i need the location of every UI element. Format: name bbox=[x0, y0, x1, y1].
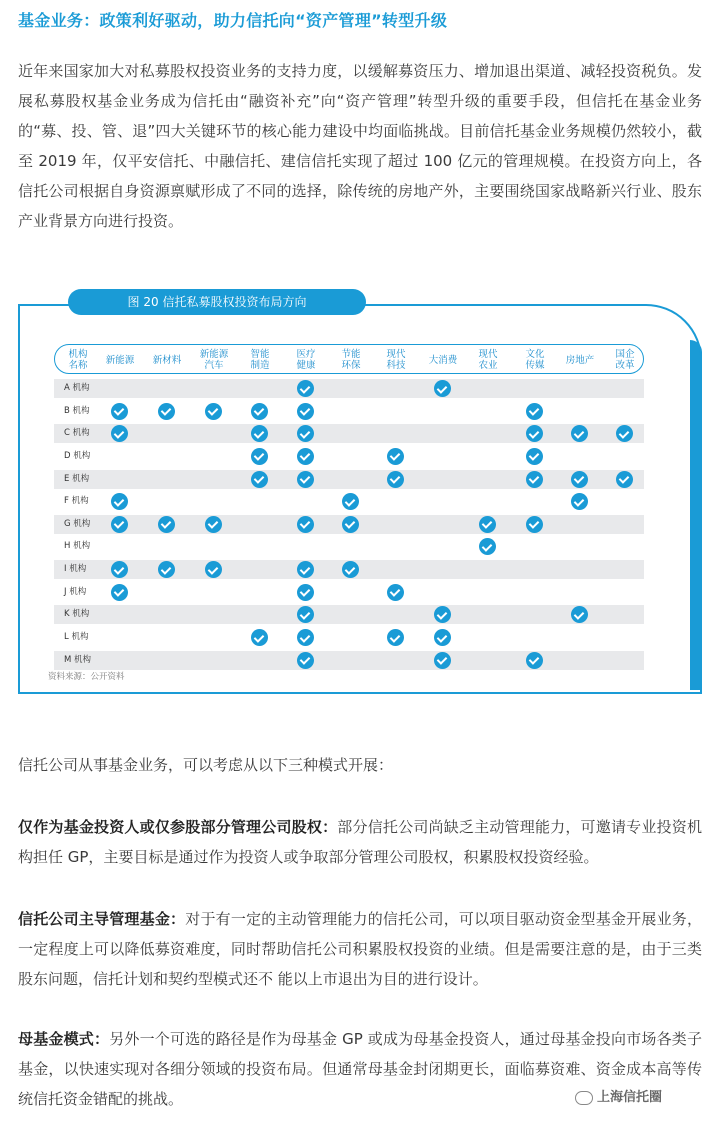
check-icon bbox=[387, 584, 404, 601]
column-header: 现代 科技 bbox=[386, 349, 406, 371]
check-icon bbox=[205, 403, 222, 420]
table-row bbox=[54, 651, 644, 670]
check-icon bbox=[297, 471, 314, 488]
check-icon bbox=[111, 493, 128, 510]
check-icon bbox=[526, 425, 543, 442]
check-icon bbox=[111, 561, 128, 578]
check-icon bbox=[526, 516, 543, 533]
check-icon bbox=[342, 516, 359, 533]
mode-3-title: 母基金模式： bbox=[18, 1030, 110, 1048]
check-icon bbox=[297, 403, 314, 420]
figure-title: 图 20 信托私募股权投资布局方向 bbox=[68, 289, 366, 315]
column-header: 新能源 bbox=[105, 354, 135, 366]
wechat-icon bbox=[575, 1091, 593, 1105]
mode-1-title: 仅作为基金投资人或仅参股部分管理公司股权： bbox=[18, 818, 338, 836]
table-row bbox=[54, 605, 644, 624]
table-row bbox=[54, 379, 644, 398]
table-body bbox=[54, 379, 644, 670]
check-icon bbox=[158, 403, 175, 420]
check-icon bbox=[571, 425, 588, 442]
check-icon bbox=[526, 471, 543, 488]
check-icon bbox=[251, 448, 268, 465]
check-icon bbox=[297, 584, 314, 601]
check-icon bbox=[342, 493, 359, 510]
column-header: 文化 传媒 bbox=[525, 349, 545, 371]
check-icon bbox=[158, 516, 175, 533]
check-icon bbox=[434, 606, 451, 623]
mode-1-body: 部分信托公司尚缺乏主动管理能力，可邀请专业投资机构担任 GP，主要目标是通过作为投资人或争取部分管理公司股权，积累股权投资经验。 bbox=[18, 818, 702, 866]
row-label: F 机构 bbox=[64, 496, 89, 507]
table-row bbox=[54, 402, 644, 421]
check-icon bbox=[342, 561, 359, 578]
column-header: 现代 农业 bbox=[478, 349, 498, 371]
check-icon bbox=[205, 516, 222, 533]
check-icon bbox=[297, 606, 314, 623]
column-header: 国企 改革 bbox=[615, 349, 635, 371]
check-icon bbox=[251, 629, 268, 646]
row-label: A 机构 bbox=[64, 383, 90, 393]
check-icon bbox=[251, 471, 268, 488]
check-icon bbox=[111, 425, 128, 442]
check-icon bbox=[297, 448, 314, 465]
check-icon bbox=[616, 471, 633, 488]
column-header: 新材料 bbox=[152, 354, 182, 366]
table-row bbox=[54, 560, 644, 579]
row-label: D 机构 bbox=[64, 450, 91, 461]
row-label: L 机构 bbox=[64, 632, 89, 643]
row-label: M 机构 bbox=[64, 654, 92, 665]
mode-2-paragraph bbox=[18, 904, 702, 994]
mode-1-paragraph bbox=[18, 812, 702, 872]
check-icon bbox=[251, 403, 268, 420]
table-row bbox=[54, 583, 644, 602]
check-icon bbox=[616, 425, 633, 442]
row-label: C 机构 bbox=[64, 428, 90, 439]
row-label: B 机构 bbox=[64, 405, 90, 416]
check-icon bbox=[434, 380, 451, 397]
table-row bbox=[54, 424, 644, 443]
column-header: 房地产 bbox=[565, 354, 595, 366]
row-label: K 机构 bbox=[64, 609, 90, 620]
investment-table bbox=[54, 344, 644, 673]
check-icon bbox=[205, 561, 222, 578]
mode-2-body: 对于有一定的主动管理能力的信托公司，可以项目驱动资金型基金开展业务，一定程度上可以降低募资难度，同时帮助信托公司积累股权投资的业绩。但是需要注意的是，由于三类股东问题，信托计划和契约型模式还不 能以上市退出为目的进行设计。 bbox=[18, 910, 702, 988]
figure-source: 资料来源：公开资料 bbox=[48, 672, 125, 682]
check-icon bbox=[434, 629, 451, 646]
check-icon bbox=[571, 493, 588, 510]
check-icon bbox=[297, 629, 314, 646]
check-icon bbox=[526, 448, 543, 465]
table-row bbox=[54, 628, 644, 647]
row-label: E 机构 bbox=[64, 473, 90, 484]
check-icon bbox=[571, 471, 588, 488]
check-icon bbox=[251, 425, 268, 442]
check-icon bbox=[526, 652, 543, 669]
check-icon bbox=[387, 471, 404, 488]
check-icon bbox=[158, 561, 175, 578]
check-icon bbox=[297, 516, 314, 533]
check-icon bbox=[479, 538, 496, 555]
check-icon bbox=[111, 403, 128, 420]
table-row bbox=[54, 537, 644, 556]
check-icon bbox=[479, 516, 496, 533]
check-icon bbox=[526, 403, 543, 420]
mode-3-body: 另外一个可选的路径是作为母基金 GP 或成为母基金投资人，通过母基金投向市场各类子基金，以快速实现对各细分领域的投资布局。但通常母基金封闭期更长，面临募资难、资金成本高等传统信托资金错配的挑战。 bbox=[18, 1030, 702, 1108]
watermark-text: 上海信托圈 bbox=[597, 1090, 663, 1105]
table-row bbox=[54, 492, 644, 511]
mode-2-title: 信托公司主导管理基金： bbox=[18, 910, 186, 928]
column-header: 新能源 汽车 bbox=[199, 349, 229, 371]
watermark bbox=[575, 1086, 662, 1105]
section-heading: 基金业务：政策利好驱动，助力信托向“资产管理”转型升级 bbox=[18, 11, 448, 30]
check-icon bbox=[111, 584, 128, 601]
check-icon bbox=[297, 380, 314, 397]
table-row bbox=[54, 515, 644, 534]
check-icon bbox=[297, 652, 314, 669]
column-header: 智能 制造 bbox=[250, 349, 270, 371]
check-icon bbox=[571, 606, 588, 623]
check-icon bbox=[297, 425, 314, 442]
column-header: 节能 环保 bbox=[341, 349, 361, 371]
row-label: J 机构 bbox=[64, 586, 87, 597]
row-label: I 机构 bbox=[64, 564, 87, 575]
check-icon bbox=[111, 516, 128, 533]
modes-intro: 信托公司从事基金业务，可以考虑从以下三种模式开展： bbox=[18, 756, 394, 774]
table-row bbox=[54, 447, 644, 466]
check-icon bbox=[297, 561, 314, 578]
row-label: G 机构 bbox=[64, 518, 91, 529]
table-header bbox=[54, 344, 644, 374]
intro-paragraph: 近年来国家加大对私募股权投资业务的支持力度，以缓解募资压力、增加退出渠道、减轻投资税负。发展私募股权基金业务成为信托由“融资补充”向“资产管理”转型升级的重要手段，但信托在基金业务的“募、投、管、退”四大关键环节的核心能力建设中均面临挑战。目前信托基金业务规模仍然较小，截至 2019 年，仅平安信托、中融信托、建信信托实现了超过 100 亿元的管理规模。在投资方向上，各信托公司根据自身资源禀赋形成了不同的选择，除传统的房地产外，主要围绕国家战略新兴行业、股东产业背景方向进行投资。 bbox=[18, 62, 702, 230]
column-header: 大消费 bbox=[428, 354, 458, 366]
column-header: 医疗 健康 bbox=[296, 349, 316, 371]
check-icon bbox=[434, 652, 451, 669]
row-label: H 机构 bbox=[64, 541, 91, 552]
check-icon bbox=[387, 629, 404, 646]
table-row bbox=[54, 470, 644, 489]
header-institution: 机构 名称 bbox=[68, 349, 88, 371]
check-icon bbox=[387, 448, 404, 465]
